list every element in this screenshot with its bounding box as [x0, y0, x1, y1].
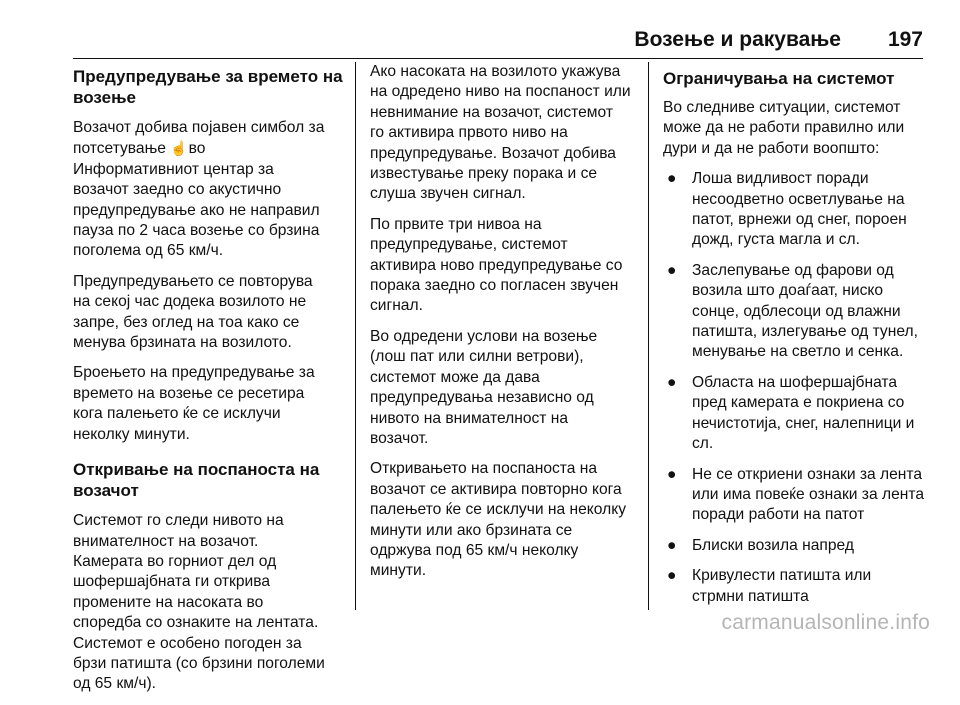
paragraph-conditions: Во одредени услови на возење (лош пат или силни ветрови), системот може да дава предупредувања независно од нивото на внимателност на возачот.: [370, 327, 598, 447]
paragraph-system-monitoring: Системот го следи нивото на внимателност на возачот. Камерата во горниот дел од шофершајбната ги открива промените на насоката во споредба со ознаките на лентата. Системот е особено погоден за брзи патишта (со брзини поголеми од 65 км/ч).: [73, 512, 325, 693]
list-item-text: Областа на шофершајбната пред камерата е покриена со нечистотија, снег, налепници и сл.: [692, 373, 915, 453]
limitations-list: [663, 169, 929, 607]
bullet: ●: [667, 170, 677, 188]
paragraph-intro: Во следниве ситуации, системот може да не работи правилно или дури и да не работи воопшто:: [663, 99, 905, 157]
paragraph-break-reminder: [73, 118, 345, 262]
list-item-text: Кривулести патишта или стрмни патишта: [692, 567, 872, 605]
paragraph-warning-repeat: Предупредувањето се повторува на секој час додека возилото не запре, без оглед на тоа како се менува брзината на возилото.: [73, 272, 313, 352]
list-item: [663, 373, 929, 455]
heading-drowsiness-detection: Откривање на поспаноста на возачот: [73, 460, 320, 501]
section-title: Возење и ракување: [634, 28, 841, 51]
list-item: [663, 566, 929, 607]
list-item-text: Не се откриени ознаки за лента или има повеќе ознаки за лента поради работи на патот: [692, 465, 924, 524]
bullet: ●: [667, 465, 677, 483]
list-item: [663, 465, 929, 526]
header-divider: [73, 58, 923, 59]
bullet: ●: [667, 373, 677, 391]
bullet: ●: [667, 261, 677, 279]
list-item-text: Заслепување од фарови од возила што доаѓаат, ниско сонце, одблесоци од влажни патишта, излегување од тунел, менување на светло и сенка.: [692, 261, 918, 361]
list-item: [663, 169, 929, 251]
paragraph-new-warning: По првите три нивоа на предупредување, системот активира ново предупредување со порака заедно со погласен звучен сигнал.: [370, 215, 623, 315]
page-header: [73, 26, 923, 56]
column-divider: [355, 62, 356, 610]
paragraph-first-level: Ако насоката на возилото укажува на одредено ниво на поспаност или невнимание на возачот, системот го активира првото ниво на предупредување. Возачот добива известување преку порака и се слуша звучен сигнал.: [370, 63, 631, 203]
column-left: [73, 62, 345, 705]
hand-pointing-icon: ☝: [170, 140, 188, 157]
list-item-text: Лоша видливост поради несоодветно осветлување на патот, врнежи од снег, пороен дожд, густа магла и сл.: [692, 170, 907, 249]
bullet: ●: [667, 567, 677, 585]
heading-system-limitations: Ограничувања на системот: [663, 69, 895, 88]
page-number: 197: [887, 28, 923, 51]
column-right: [663, 62, 929, 617]
paragraph-text: во Информативниот центар за возачот заедно со акустично предупредување ако не направил пауза по 2 часа возење со брзина поголема од 65 км/ч.: [73, 140, 320, 260]
list-item: [663, 536, 929, 556]
list-item-text: Блиски возила напред: [692, 536, 854, 554]
list-item: [663, 261, 929, 363]
bullet: ●: [667, 536, 677, 554]
paragraph-text: Возачот добива појавен симбол за потсетување: [73, 119, 325, 158]
column-divider: [648, 62, 649, 610]
column-middle: [370, 62, 635, 592]
paragraph-reactivation: Откривањето на поспаноста на возачот се активира повторно кога палењето ќе се исклучи на неколку минути или ако брзината се одржува под 65 км/ч неколку минути.: [370, 460, 627, 580]
paragraph-counter-reset: Броењето на предупредување за времето на возење се ресетира кога палењето ќе се исклучи неколку минути.: [73, 364, 315, 443]
heading-driving-time-warning: Предупредување за времето на возење: [73, 67, 343, 107]
watermark: carmanualsonline.info: [721, 611, 930, 634]
